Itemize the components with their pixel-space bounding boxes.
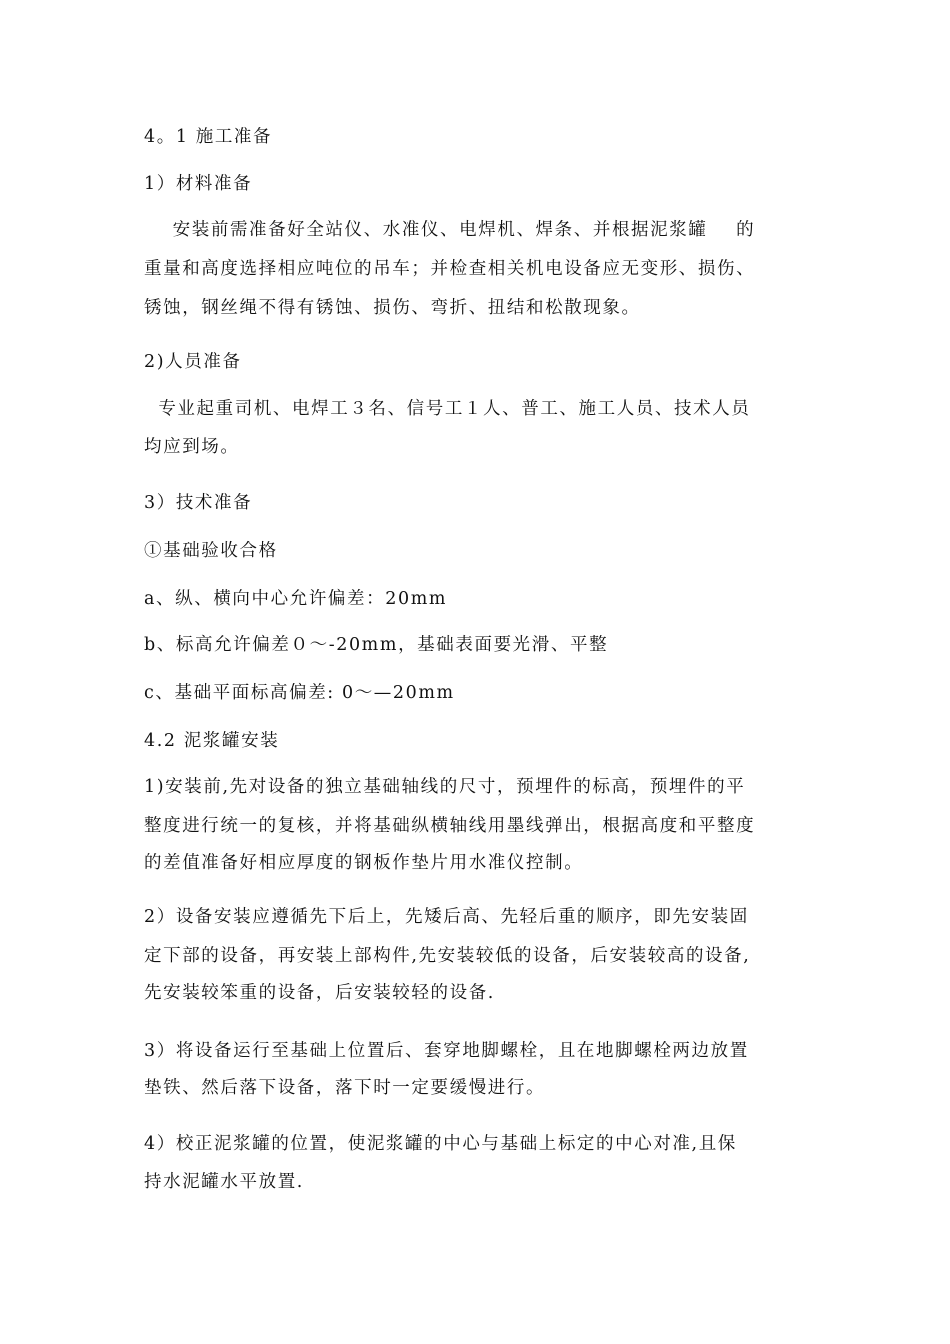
step-line: 垫铁、然后落下设备，落下时一定要缓慢进行。	[144, 1078, 546, 1098]
list-item: b、标高允许偏差０～-20mm，基础表面要光滑、平整	[144, 635, 609, 655]
step-line: 先安装较笨重的设备，后安装较轻的设备.	[144, 983, 495, 1003]
subsection-title-personnel: 2)人员准备	[144, 352, 242, 372]
section-heading-4-2: 4.2 泥浆罐安装	[144, 731, 280, 751]
step-line: 2）设备安装应遵循先下后上，先矮后高、先轻后重的顺序，即先安装固	[144, 907, 749, 927]
step-line: 持水泥罐水平放置.	[144, 1172, 304, 1192]
section-heading-4-1: 4。1 施工准备	[144, 127, 273, 147]
step-line: 整度进行统一的复核，并将基础纵横轴线用墨线弹出，根据高度和平整度	[144, 816, 756, 836]
step-line: 定下部的设备，再安装上部构件,先安装较低的设备，后安装较高的设备,	[144, 946, 751, 966]
subsection-title-materials: 1）材料准备	[144, 174, 253, 194]
step-line: 的差值准备好相应厚度的钢板作垫片用水准仪控制。	[144, 853, 584, 873]
paragraph-line: 锈蚀，钢丝绳不得有锈蚀、损伤、弯折、扭结和松散现象。	[144, 298, 641, 318]
paragraph-line: 安装前需准备好全站仪、水准仪、电焊机、焊条、并根据泥浆罐 的	[144, 220, 756, 240]
list-item: c、基础平面标高偏差: 0～—20mm	[144, 683, 455, 703]
paragraph-line: 专业起重司机、电焊工３名、信号工１人、普工、施工人员、技术人员	[144, 399, 751, 419]
paragraph-line: 重量和高度选择相应吨位的吊车；并检查相关机电设备应无变形、损伤、	[144, 259, 756, 279]
step-line: 4）校正泥浆罐的位置，使泥浆罐的中心与基础上标定的中心对准,且保	[144, 1134, 737, 1154]
list-item: a、纵、横向中心允许偏差：20mm	[144, 589, 448, 609]
step-line: 3）将设备运行至基础上位置后、套穿地脚螺栓，且在地脚螺栓两边放置	[144, 1041, 749, 1061]
paragraph-line: 均应到场。	[144, 437, 240, 457]
list-item: ①基础验收合格	[144, 541, 278, 561]
subsection-title-technical: 3）技术准备	[144, 493, 253, 513]
step-line: 1)安装前,先对设备的独立基础轴线的尺寸，预埋件的标高，预埋件的平	[144, 777, 746, 797]
